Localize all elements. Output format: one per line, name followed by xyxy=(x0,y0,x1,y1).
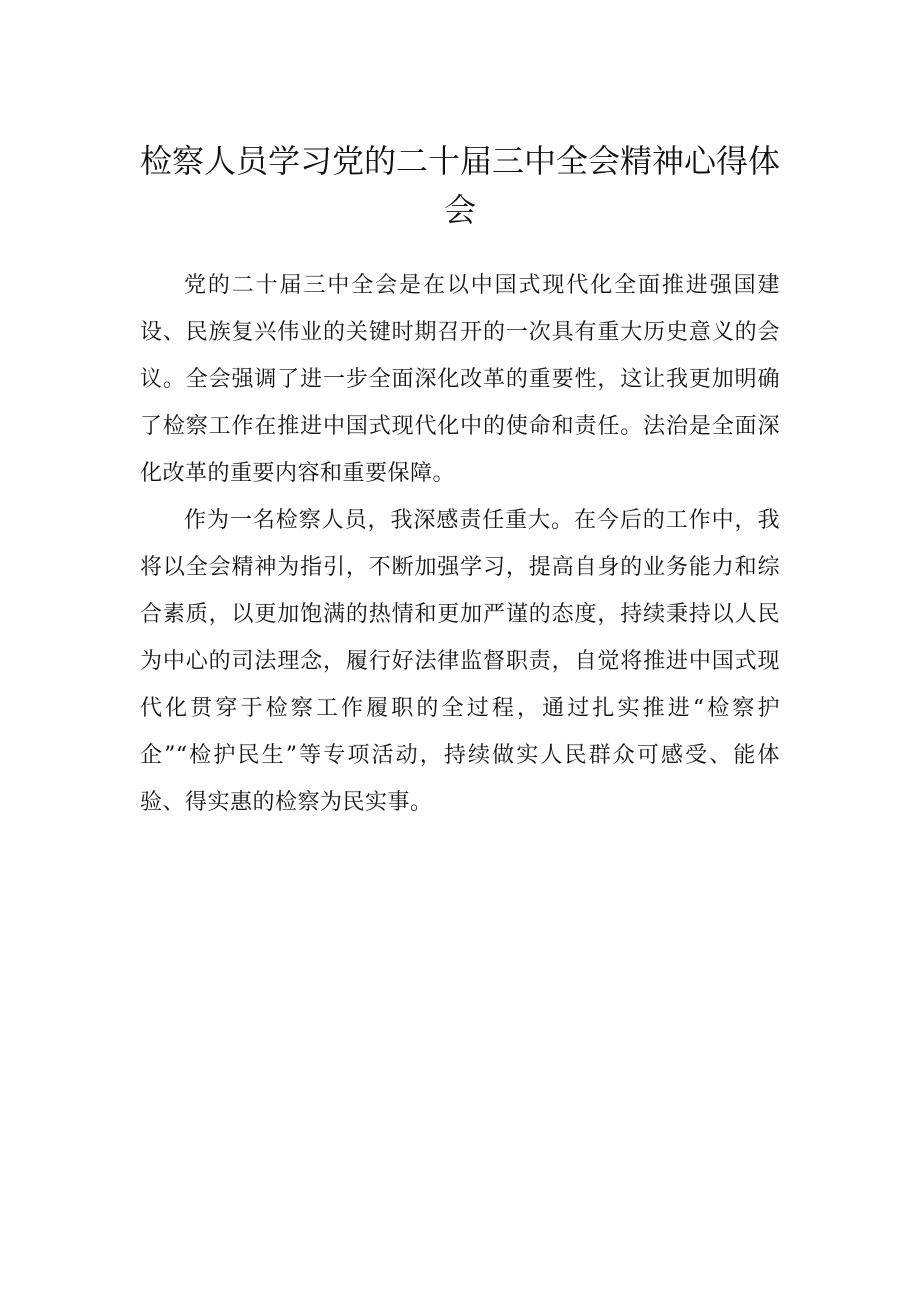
paragraph-1: 党的二十届三中全会是在以中国式现代化全面推进强国建设、民族复兴伟业的关键时期召开的一次具有重大历史意义的会议。全会强调了进一步全面深化改革的重要性，这让我更加明确了检察工作在推进中国式现代化中的使命和责任。法治是全面深化改革的重要内容和重要保障。 xyxy=(140,273,780,486)
document-title: 检察人员学习党的二十届三中全会精神心得体会 xyxy=(140,142,781,229)
paragraph-2: 作为一名检察人员，我深感责任重大。在今后的工作中，我将以全会精神为指引，不断加强学习，提高自身的业务能力和综合素质，以更加饱满的热情和更加严谨的态度，持续秉持以人民为中心的司法理念，履行好法律监督职责，自觉将推进中国式现代化贯穿于检察工作履职的全过程，通过扎实推进“检察护企”“检护民生”等专项活动，持续做实人民群众可感受、能体验、得实惠的检察为民实事。 xyxy=(140,508,780,815)
document-body xyxy=(140,262,780,826)
